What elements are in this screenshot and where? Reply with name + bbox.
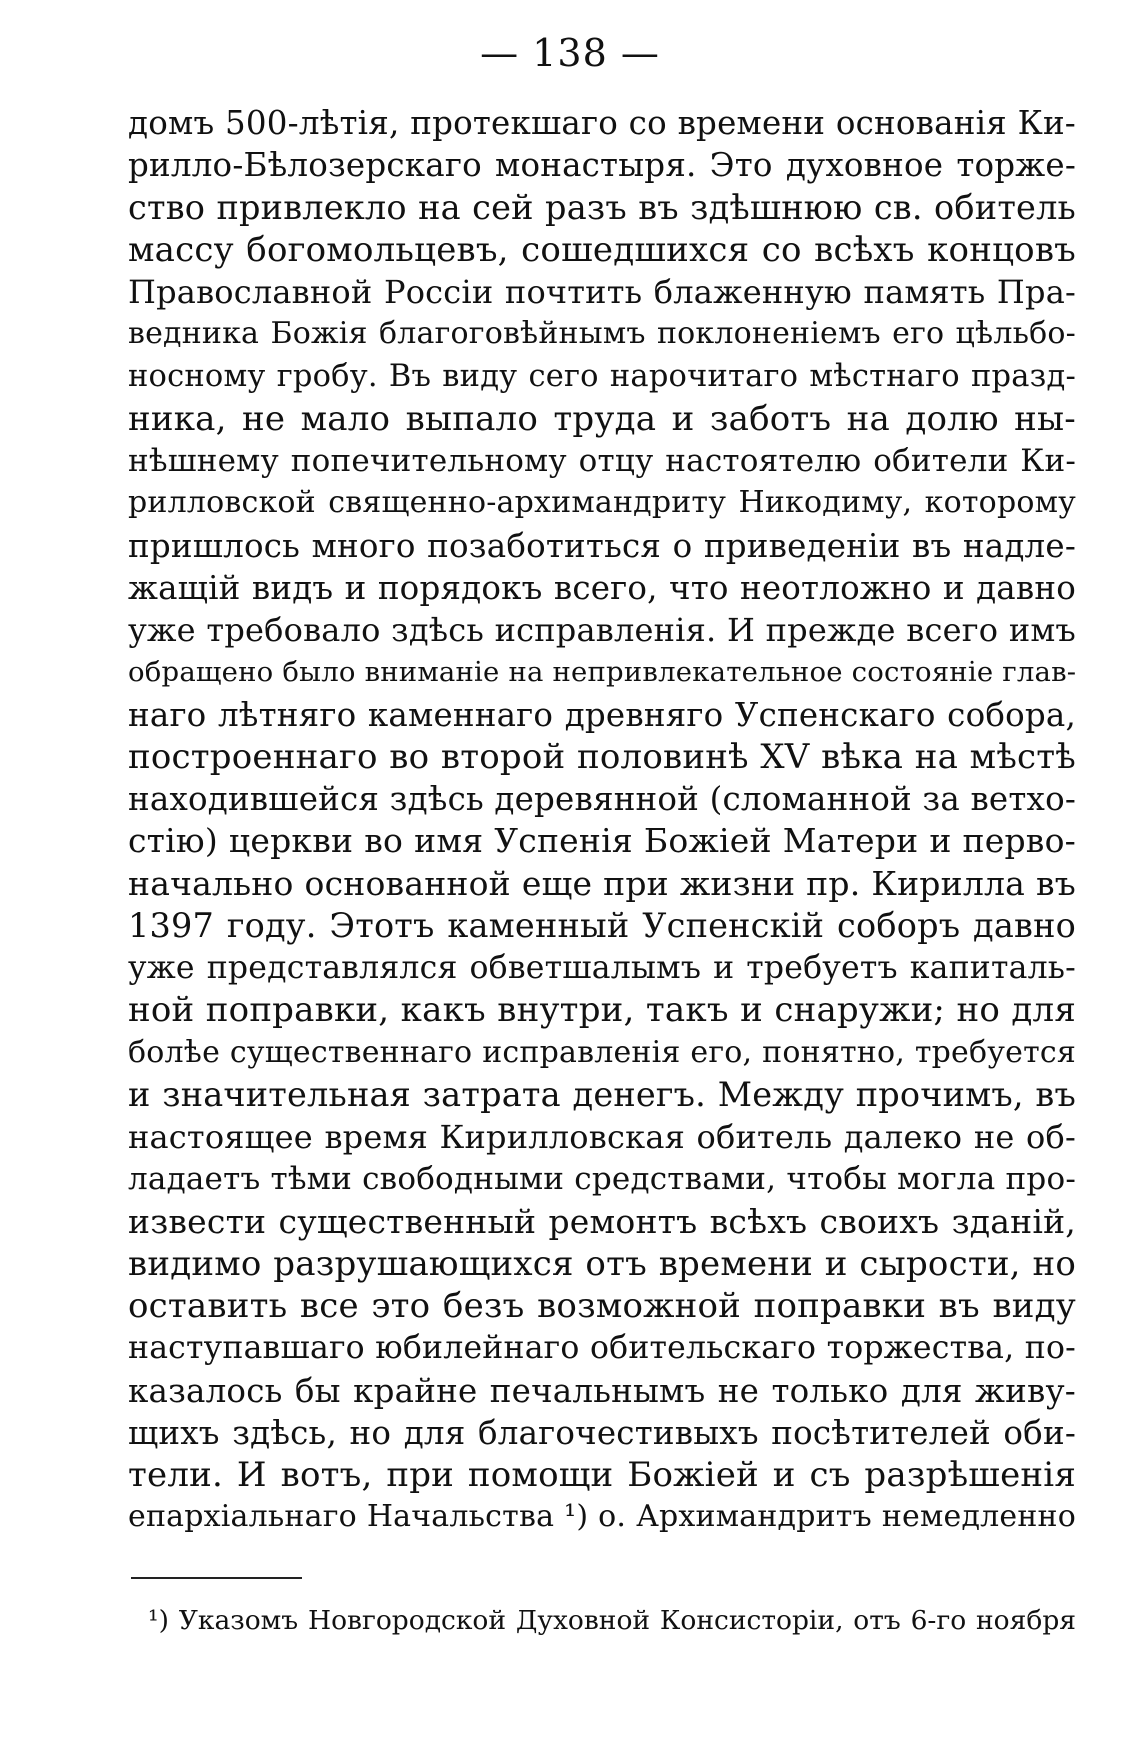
text-line: находившейся здѣсь деревянной (сломанной за ветхо- bbox=[128, 780, 1077, 818]
text-line: уже представлялся обветшалымъ и требуетъ капиталь- bbox=[128, 950, 1076, 986]
footnote: ¹) Указомъ Новгородской Духовной Консисторіи, отъ 6-го ноября bbox=[148, 1605, 1076, 1636]
text-line: начально основанной еще при жизни пр. Кирилла въ bbox=[128, 863, 1076, 903]
text-line: ладаетъ тѣми свободными средствами, чтобы могла про- bbox=[128, 1161, 1076, 1198]
text-line: рилловской священно-архимандриту Никодиму, которому bbox=[128, 485, 1076, 521]
text-line: епархіальнаго Начальства ¹) о. Архимандритъ немедленно bbox=[128, 1499, 1076, 1535]
text-line: пришлось много позаботиться о приведеніи въ надле- bbox=[128, 526, 1076, 565]
text-line: стію) церкви во имя Успенія Божіей Матери и перво- bbox=[128, 821, 1076, 861]
text-line: и значительная затрата денегъ. Между прочимъ, въ bbox=[128, 1074, 1076, 1114]
text-line: домъ 500-лѣтія, протекшаго со времени основанія Ки- bbox=[128, 104, 1076, 142]
text-line: болѣе существеннаго исправленія его, понятно, требуется bbox=[128, 1034, 1076, 1070]
text-line: рилло-Бѣлозерскаго монастыря. Это духовное торже- bbox=[128, 146, 1076, 185]
text-line: ство привлекло на сей разъ въ здѣшнюю св. обитель bbox=[128, 187, 1076, 227]
text-line: обращено было вниманіе на непривлекательное состояніе глав- bbox=[128, 656, 1077, 689]
text-line: щихъ здѣсь, но для благочестивыхъ посѣтителей оби- bbox=[128, 1413, 1076, 1452]
text-line: носному гробу. Въ виду сего нарочитаго мѣстнаго празд- bbox=[128, 358, 1076, 394]
text-line: построеннаго во второй половинѣ XV вѣка на мѣстѣ bbox=[128, 736, 1076, 777]
text-line: массу богомольцевъ, сошедшихся со всѣхъ концовъ bbox=[128, 229, 1076, 270]
text-line: нѣшнему попечительному отцу настоятелю обители Ки- bbox=[128, 443, 1076, 479]
text-line: оставить все это безъ возможной поправки въ виду bbox=[128, 1286, 1076, 1326]
text-line: жащій видъ и порядокъ всего, что неотложно и давно bbox=[128, 568, 1076, 607]
text-line: видимо разрушающихся отъ времени и сырости, но bbox=[128, 1243, 1076, 1284]
text-line: ведника Божія благоговѣйнымъ поклоненіемъ его цѣльбо- bbox=[128, 316, 1076, 352]
page-number: — 138 — bbox=[480, 31, 660, 75]
text-line: настоящее время Кирилловская обитель далеко не об- bbox=[128, 1118, 1076, 1156]
text-line: 1397 году. Этотъ каменный Успенскій соборъ давно bbox=[128, 905, 1076, 945]
body-text bbox=[128, 102, 1076, 1539]
text-line: Православной Россіи почтить блаженную память Пра- bbox=[128, 273, 1076, 311]
text-line: казалось бы крайне печальнымъ не только для живу- bbox=[128, 1371, 1076, 1410]
text-line: наступавшаго юбилейнаго обительскаго торжества, по- bbox=[128, 1330, 1076, 1367]
text-line: уже требовало здѣсь исправленія. И прежде всего имъ bbox=[128, 611, 1076, 649]
text-line: ной поправки, какъ внутри, такъ и снаружи; но для bbox=[128, 990, 1076, 1031]
text-line: ника, не мало выпало труда и заботъ на долю ны- bbox=[128, 398, 1076, 439]
text-line: наго лѣтняго каменнаго древняго Успенскаго собора, bbox=[128, 695, 1076, 734]
footnote-divider bbox=[131, 1577, 302, 1579]
text-line: тели. И вотъ, при помощи Божіей и съ разрѣшенія bbox=[128, 1455, 1076, 1495]
text-line: извести существенный ремонтъ всѣхъ своихъ зданій, bbox=[128, 1201, 1076, 1241]
